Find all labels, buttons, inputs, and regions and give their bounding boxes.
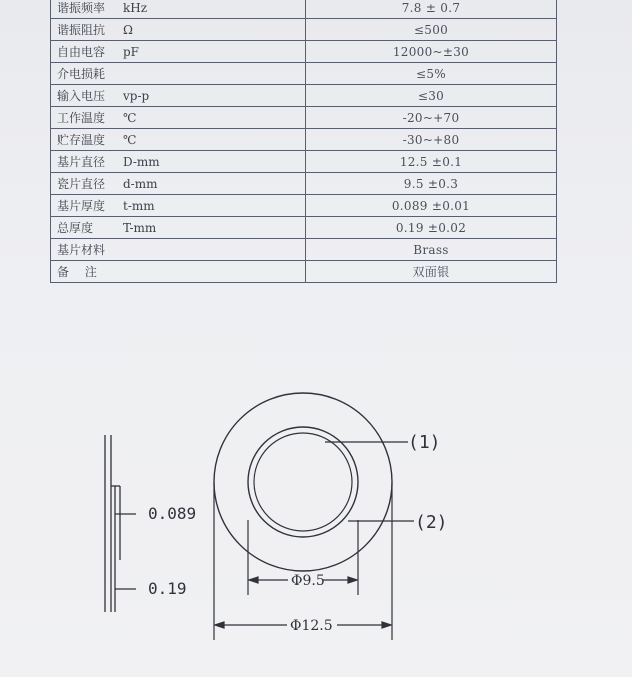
spec-param-name: 输入电压 <box>57 89 106 103</box>
top-view <box>214 393 414 571</box>
spec-param-name: 自由电容 <box>57 45 106 59</box>
dia-substrate-label: Φ12.5 <box>290 618 333 634</box>
spec-param-unit: D-mm <box>123 155 160 169</box>
spec-param-unit: T-mm <box>123 221 157 235</box>
spec-value: ≤500 <box>306 19 557 41</box>
spec-value: 7.8 ± 0.7 <box>306 0 557 19</box>
arrow-substrate-right <box>382 622 391 628</box>
spec-param-unit: ℃ <box>123 133 137 147</box>
side-view <box>105 435 136 612</box>
dia-ceramic-label: Φ9.5 <box>291 573 325 589</box>
spec-value: -20~+70 <box>306 107 557 129</box>
spec-value: 0.089 ±0.01 <box>306 195 557 217</box>
dim-substrate <box>214 483 392 640</box>
label-ceramic: (1) <box>408 432 441 453</box>
spec-value: 双面银 <box>306 261 557 283</box>
spec-param-name: 贮存温度 <box>57 133 106 147</box>
ceramic-inner-circle <box>254 433 352 531</box>
spec-value: 9.5 ±0.3 <box>306 173 557 195</box>
spec-value: -30~+80 <box>306 129 557 151</box>
spec-param-unit: t-mm <box>123 199 155 213</box>
spec-value: ≤5% <box>306 63 557 85</box>
spec-param-name: 备 注 <box>57 265 97 279</box>
arrow-substrate-left <box>215 622 224 628</box>
spec-value: ≤30 <box>306 85 557 107</box>
spec-value: 12000~±30 <box>306 41 557 63</box>
ceramic-outer-circle <box>248 427 358 537</box>
spec-param-name: 瓷片直径 <box>57 177 106 191</box>
spec-param-name: 总厚度 <box>57 221 94 235</box>
spec-param-name: 介电损耗 <box>57 67 106 81</box>
spec-param-unit: d-mm <box>123 177 158 191</box>
arrow-ceramic-left <box>249 577 258 583</box>
spec-param-name: 基片材料 <box>57 243 106 257</box>
spec-param-name: 谐振频率 <box>57 1 106 15</box>
spec-param-name: 基片直径 <box>57 155 106 169</box>
spec-param-name: 工作温度 <box>57 111 106 125</box>
label-substrate: (2) <box>415 512 448 533</box>
thickness-total-label: 0.19 <box>148 579 187 598</box>
spec-param-unit: ℃ <box>123 111 137 125</box>
spec-param-unit: pF <box>123 45 140 59</box>
spec-param-name: 基片厚度 <box>57 199 106 213</box>
thickness-substrate-label: 0.089 <box>148 504 197 523</box>
spec-param-unit: Ω <box>123 23 133 37</box>
arrow-ceramic-right <box>348 577 357 583</box>
spec-value: Brass <box>306 239 557 261</box>
spec-value: 12.5 ±0.1 <box>306 151 557 173</box>
spec-value: 0.19 ±0.02 <box>306 217 557 239</box>
spec-param-name: 谐振阻抗 <box>57 23 106 37</box>
substrate-outer-circle <box>214 393 392 571</box>
spec-param-unit: kHz <box>123 1 148 15</box>
spec-param-unit: vp-p <box>123 89 150 103</box>
